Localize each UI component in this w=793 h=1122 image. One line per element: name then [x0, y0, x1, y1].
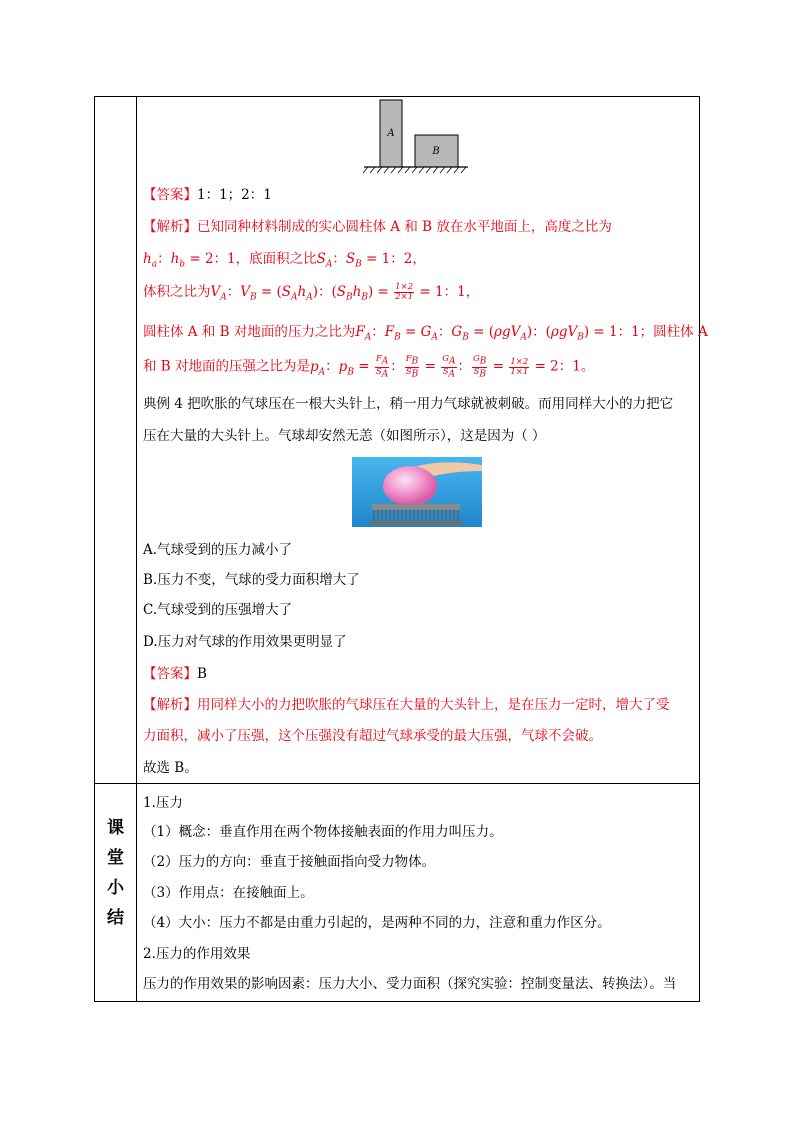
- ex3-analysis-line2: $h_a$：$h_b = 2$：1，底面积之比$S_A$：$S_B = 1$：2，: [143, 251, 426, 270]
- row-divider: [95, 783, 699, 784]
- ex4-analysis-line2: 力面积，减小了压强，这个压强没有超过气球承受的最大压强，气球不会破。: [143, 728, 602, 744]
- summary-label-char: 小: [107, 878, 124, 898]
- ex4-conclusion: 故选 B。: [143, 760, 198, 776]
- summary-line: （4）大小：压力不都是由重力引起的，是两种不同的力，注意和重力作区分。: [143, 915, 611, 931]
- balloon-on-pins-photo: [352, 457, 482, 527]
- ex4-question-line2: 压在大量的大头针上。气球却安然无恙（如图所示），这是因为（ ）: [143, 428, 546, 444]
- ex4-option-a: A.气球受到的压力减小了: [143, 542, 293, 558]
- summary-label-char: 结: [107, 908, 124, 928]
- summary-line: 2.压力的作用效果: [143, 946, 251, 962]
- column-divider: [136, 97, 137, 1001]
- summary-line: （3）作用点：在接触面上。: [143, 885, 314, 901]
- ex3-analysis-line3: 体积之比为$V_A$：$V_B = (S_Ah_A)$：$(S_Bh_B)$ = $\frac{1\times 2}{2\times 1}$ = 1：1，: [143, 282, 480, 303]
- ex3-answer: 【答案】1：1；2：1: [143, 187, 272, 203]
- cylinders-figure: [360, 98, 472, 174]
- summary-line: （1）概念：垂直作用在两个物体接触表面的作用力叫压力。: [143, 824, 503, 840]
- summary-label-char: 堂: [107, 848, 124, 868]
- ex4-option-c: C.气球受到的压强增大了: [143, 602, 293, 618]
- balloon: [383, 466, 437, 506]
- ex3-analysis-line4: 圆柱体 A 和 B 对地面的压力之比为$F_A$：$F_B = G_A$：$G_B = (\rho gV_A)$：(ρgV$_B$) = 1：1；圆柱体 A: [143, 324, 708, 343]
- cylinder-b-label: B: [432, 146, 440, 157]
- cylinder-a-label: A: [387, 128, 395, 139]
- summary-side-label: [95, 813, 136, 933]
- ex4-option-d: D.压力对气球的作用效果更明显了: [143, 634, 347, 650]
- ex4-question-line1: 典例 4 把吹胀的气球压在一根大头针上，稍一用力气球就被刺破。而用同样大小的力把它: [143, 396, 674, 412]
- summary-line: （2）压力的方向：垂直于接触面指向受力物体。: [143, 854, 436, 870]
- ex3-analysis-line1: 【解析】已知同种材料制成的实心圆柱体 A 和 B 放在水平地面上，高度之比为: [143, 219, 612, 235]
- summary-label-char: 课: [107, 818, 124, 838]
- ex3-analysis-line5: 和 B 对地面的压强之比为是$p_A$：$p_B$ = $\frac{F_A}{S_A}$ ： $\frac{F_B}{S_B}$ = $\frac{G_A}{S_A}$ ： $\frac{G_B}{S_B}$ = $\frac{1\times 2}{1\times 1}$ = 2：1。: [143, 354, 595, 380]
- summary-line: 1.压力: [143, 795, 183, 811]
- ex4-option-b: B.压力不变，气球的受力面积增大了: [143, 572, 360, 588]
- ex4-analysis-line1: 【解析】用同样大小的力把吹胀的气球压在大量的大头针上，是在压力一定时，增大了受: [143, 697, 670, 713]
- ex4-answer: 【答案】B: [143, 666, 207, 682]
- ground-hatching: [363, 167, 466, 173]
- summary-line: 压力的作用效果的影响因素：压力大小、受力面积（探究实验：控制变量法、转换法）。当: [143, 976, 677, 992]
